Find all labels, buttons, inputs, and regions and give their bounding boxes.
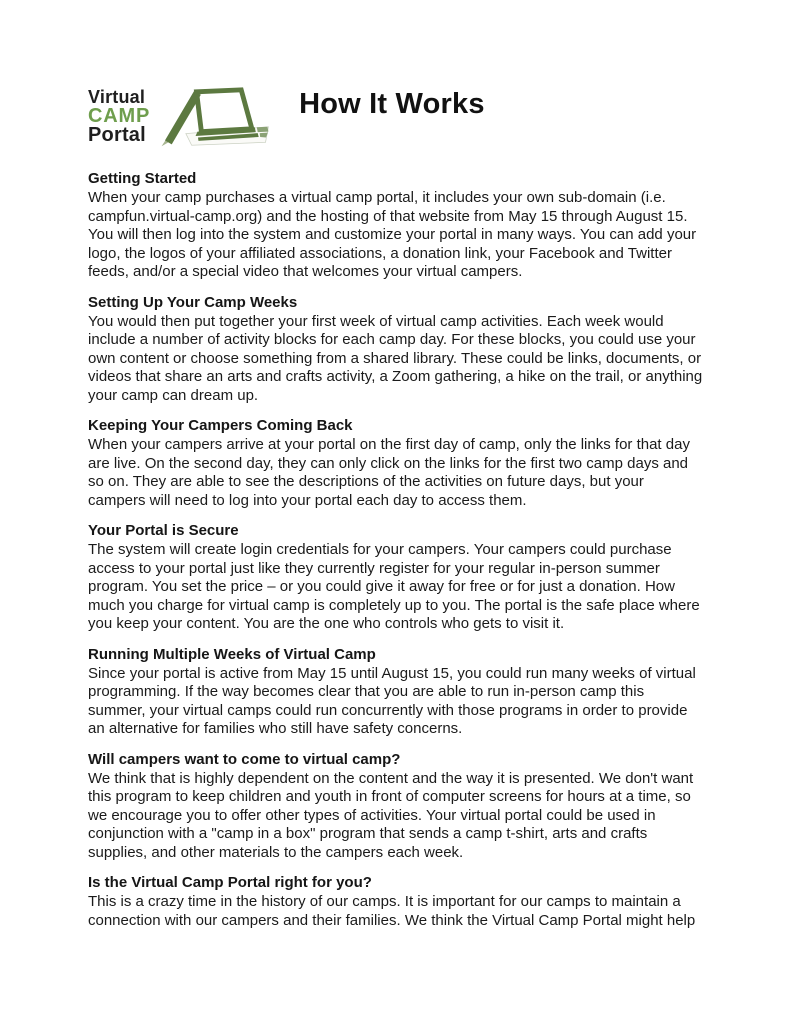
virtual-camp-portal-logo — [88, 86, 271, 159]
section-heading: Keeping Your Campers Coming Back — [88, 417, 353, 434]
content-section — [88, 646, 705, 739]
document-header — [88, 86, 705, 158]
section-body: You would then put together your first week of virtual camp activities. Each week would include a number of activity blocks for each camp day. For these blocks, you could use your own content or choose something from a shared library. These could be links, documents, or videos that share an arts and crafts activity, a Zoom gathering, a hike on the trail, or anything your camp can dream up. — [88, 312, 703, 404]
section-body: The system will create login credentials for your campers. Your campers could purchase access to your portal just like they currently register for your regular in-person summer program. You set the price – or you could give it away for free or for just a donation. How much you charge for virtual camp is completely up to you. The portal is the safe place where you keep your content. You are the one who controls who gets to visit it. — [88, 541, 700, 632]
logo-wordmark — [88, 89, 150, 146]
section-body: When your camp purchases a virtual camp portal, it includes your own sub-domain (i.e. campfun.virtual-camp.org) and the hosting of that website from May 15 through August 15. You will then log into the system and customize your portal in many ways. You can add your logo, the logos of your affiliated associations, a donation link, your Facebook and Twitter feeds, and/or a special video that welcomes your virtual campers. — [88, 189, 697, 280]
tent-laptop-icon — [158, 86, 271, 159]
section-body: This is a crazy time in the history of our camps. It is important for our camps to maintain a connection with our campers and their families. We think the Virtual Camp Portal might help — [88, 893, 696, 929]
section-heading: Will campers want to come to virtual camp? — [88, 750, 401, 768]
logo-word-portal: Portal — [88, 124, 146, 147]
content-section — [88, 417, 705, 510]
content-section — [88, 170, 705, 282]
document-body — [88, 170, 705, 930]
logo-word-camp: CAMP — [88, 104, 151, 127]
section-heading: Getting Started — [88, 170, 197, 187]
section-heading: Running Multiple Weeks of Virtual Camp — [88, 645, 376, 663]
content-section — [88, 522, 705, 634]
section-heading: Your Portal is Secure — [88, 522, 239, 539]
content-section — [88, 874, 705, 930]
section-heading: Is the Virtual Camp Portal right for you? — [88, 874, 372, 891]
content-section — [88, 751, 705, 863]
section-heading: Setting Up Your Camp Weeks — [88, 293, 298, 311]
section-body: When your campers arrive at your portal on the first day of camp, only the links for that day are live. On the second day, they can only click on the links for the first two camp days and so on. They are able to see the descriptions of the activities on future days, but your campers will need to log into your portal each day to access them. — [88, 436, 690, 509]
page-title: How It Works — [299, 88, 485, 120]
content-section — [88, 294, 705, 406]
section-body: Since your portal is active from May 15 until August 15, you could run many weeks of virtual programming. If the way becomes clear that you are able to run in-person camp this summer, your virtual camps could run concurrently with those programs in order to provide an alternative for families who still have safety concerns. — [88, 664, 696, 737]
section-body: We think that is highly dependent on the content and the way it is presented. We don't want this program to keep children and youth in front of computer screens for hours at a time, so we encourage you to offer other types of activities. Your virtual portal could be used in conjunction with a "camp in a box" program that sends a camp t-shirt, arts and crafts supplies, and other materials to the campers each week. — [88, 769, 694, 861]
logo-word-virtual: Virtual — [88, 87, 146, 107]
